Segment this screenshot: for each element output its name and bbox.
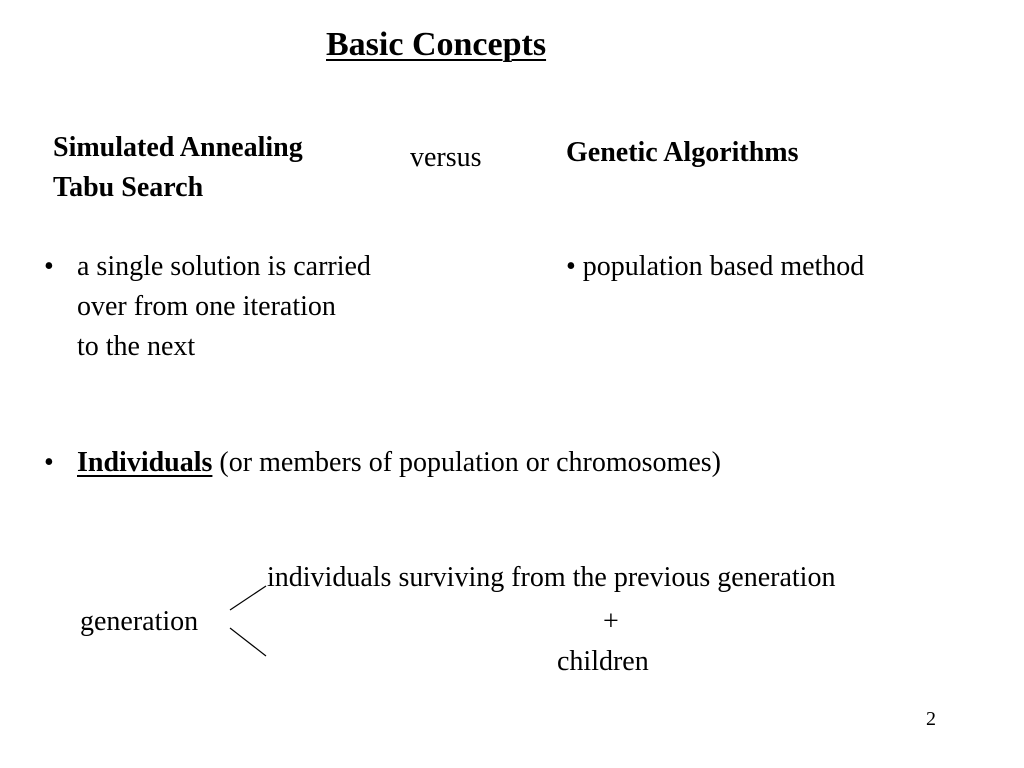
generation-plus: +: [603, 606, 619, 637]
left-bullet-line-1: a single solution is carried: [77, 251, 371, 282]
versus-label: versus: [410, 142, 482, 173]
generation-survivors: individuals surviving from the previous generation: [267, 562, 836, 593]
left-heading: [53, 128, 303, 208]
page-title: Basic Concepts: [326, 26, 547, 63]
generation-children: children: [557, 646, 649, 677]
individuals-bullet: [77, 443, 721, 483]
left-bullet-line-3: to the next: [77, 331, 196, 362]
right-heading: Genetic Algorithms: [566, 137, 799, 168]
left-heading-line-1: Simulated Annealing: [53, 132, 303, 163]
left-heading-line-2: Tabu Search: [53, 172, 204, 203]
generation-label: generation: [80, 606, 199, 637]
bullet-marker: •: [44, 251, 54, 282]
branch-lines: [226, 584, 270, 660]
individuals-description: (or members of population or chromosomes): [212, 447, 721, 478]
right-bullet-text: • population based method: [566, 251, 865, 282]
bullet-marker: •: [44, 447, 54, 478]
individuals-term: Individuals: [77, 447, 213, 478]
left-bullet-line-2: over from one iteration: [77, 291, 336, 322]
left-bullet-text: [77, 247, 371, 367]
page-number: 2: [926, 708, 936, 730]
